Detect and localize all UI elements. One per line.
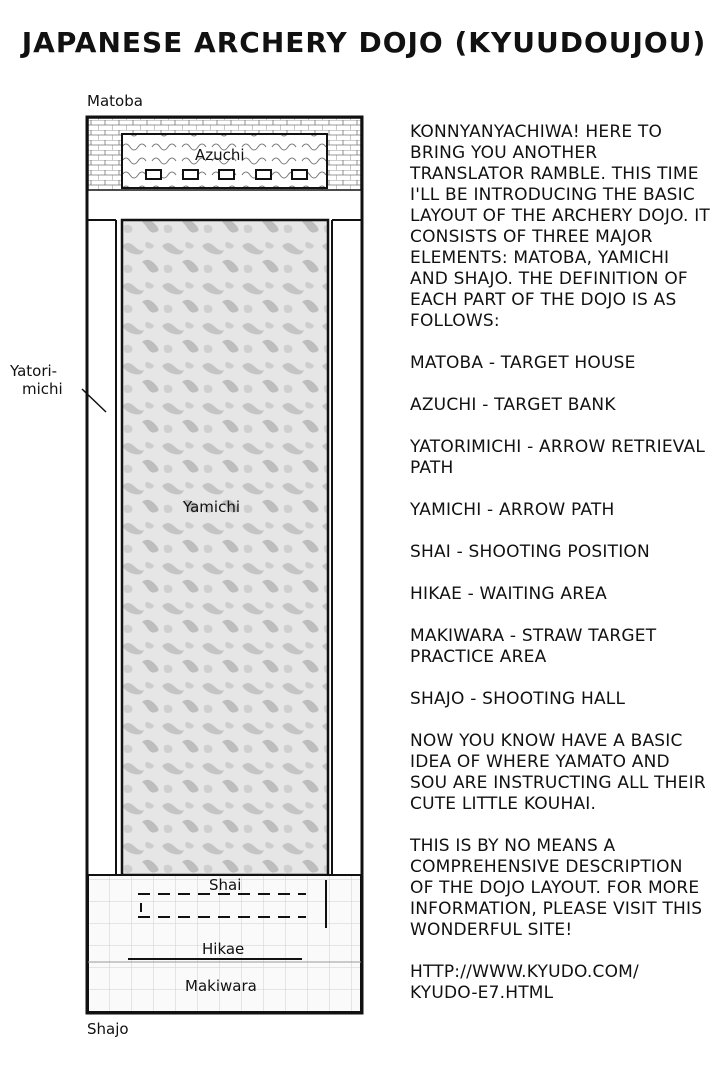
definition-azuchi: AZUCHI - TARGET BANK [410, 395, 616, 415]
definition-shajo: SHAJO - SHOOTING HALL [410, 689, 626, 709]
definition-yatorimichi: YATORIMICHI - ARROW RETRIEVAL PATH [410, 437, 706, 478]
shai-label: Shai [209, 876, 242, 894]
yatorimichi-label: Yatori- [10, 362, 58, 380]
definition-matoba: MATOBA - TARGET HOUSE [410, 353, 636, 373]
definition-shai: SHAI - SHOOTING POSITION [410, 542, 650, 562]
site-link[interactable]: HTTP://WWW.KYUDO.COM/ KYUDO-E7.HTML [410, 962, 639, 1003]
info-paragraph: THIS IS BY NO MEANS A COMPREHENSIVE DESCRIPTION OF THE DOJO LAYOUT. FOR MORE INFORMATION, PLEASE VISIT THIS WONDERFUL SITE! [410, 836, 703, 940]
definition-makiwara: MAKIWARA - STRAW TARGET PRACTICE AREA [410, 626, 657, 667]
definition-yamichi: YAMICHI - ARROW PATH [410, 500, 615, 520]
shajo-label: Shajo [87, 1020, 129, 1038]
intro-paragraph: KONNYANYACHIWA! HERE TO BRING YOU ANOTHER TRANSLATOR RAMBLE. THIS TIME I'LL BE INTRODUCING THE BASIC LAYOUT OF THE ARCHERY DOJO. IT CONSISTS OF THREE MAJOR ELEMENTS: MATOBA, YAMICHI AND SHAJO. THE DEFINITION OF EACH PART OF THE DOJO IS AS FOLLOWS: [410, 122, 710, 331]
yamichi-area [122, 220, 328, 875]
definition-hikae: HIKAE - WAITING AREA [410, 584, 607, 604]
explanation-text [410, 122, 710, 1025]
summary-paragraph: NOW YOU KNOW HAVE A BASIC IDEA OF WHERE YAMATO AND SOU ARE INSTRUCTING ALL THEIR CUTE LITTLE KOUHAI. [410, 731, 706, 814]
page-title: JAPANESE ARCHERY DOJO (KYUUDOUJOU) [21, 26, 707, 59]
yamichi-label: Yamichi [183, 498, 240, 516]
yatorimichi-label-2: michi [22, 380, 63, 398]
makiwara-label: Makiwara [185, 977, 257, 995]
matoba-label: Matoba [87, 92, 143, 110]
azuchi-label: Azuchi [195, 146, 245, 164]
hikae-label: Hikae [202, 940, 245, 958]
